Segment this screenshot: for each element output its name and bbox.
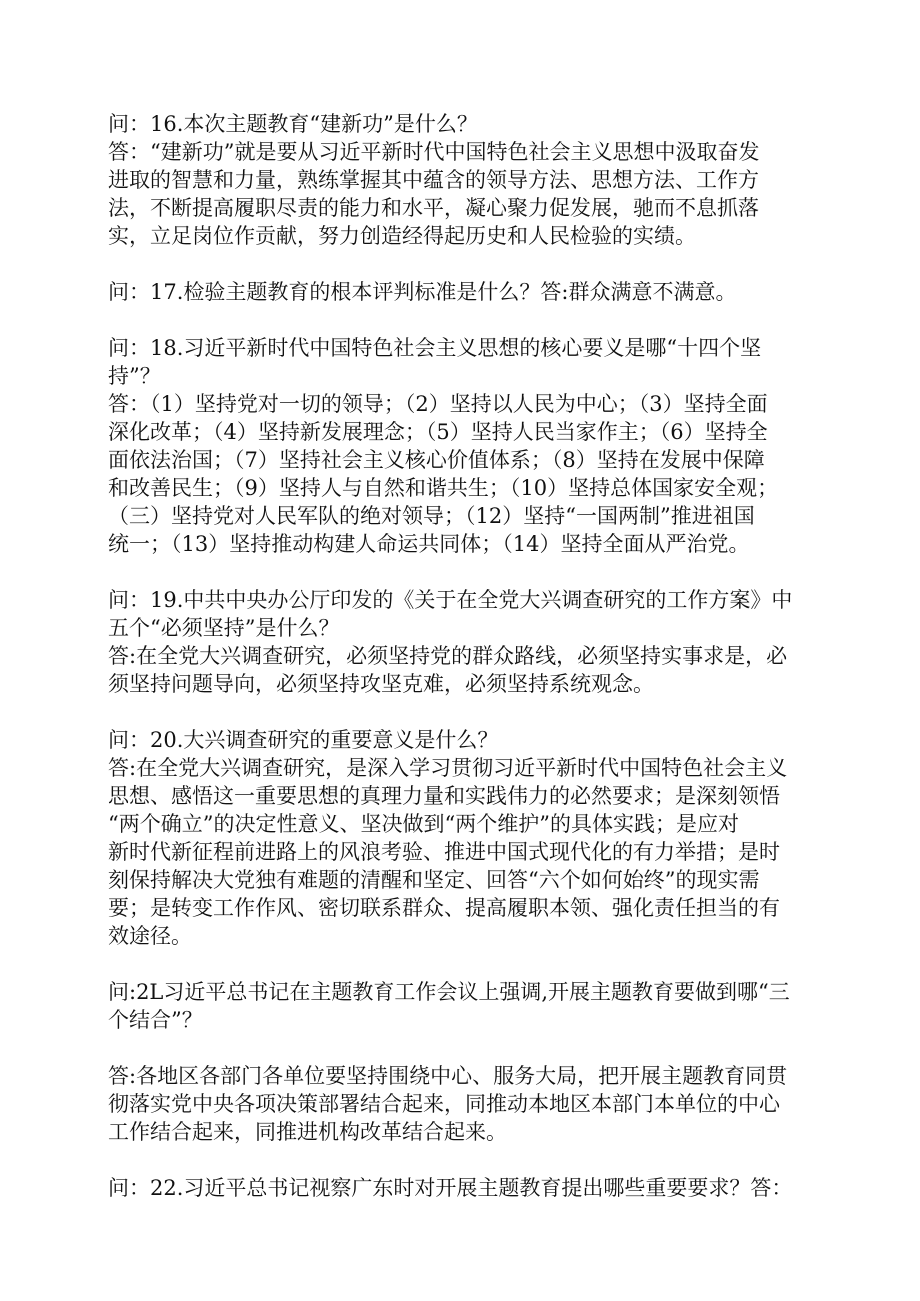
answer-19-line-2: 须坚持问题导向，必须坚持攻坚克难，必须坚持系统观念。: [108, 672, 654, 696]
answer-18-line-4: 和改善民生；（9）坚持人与自然和谐共生；（10）坚持总体国家安全观；: [108, 476, 779, 500]
answer-16-line-2: 进取的智慧和力量，熟练掌握其中蕴含的领导方法、思想方法、工作方: [108, 168, 759, 192]
question-22: 问：22.习近平总书记视察广东时对开展主题教育提出哪些重要要求？答：: [108, 1176, 793, 1200]
answer-18-line-2: 深化改革；（4）坚持新发展理念；（5）坚持人民当家作主；（6）坚持全: [108, 420, 768, 444]
question-21-line-1: 问:2L习近平总书记在主题教育工作会议上强调,开展主题教育要做到哪“三: [108, 980, 790, 1004]
question-18-line-1: 问：18.习近平新时代中国特色社会主义思想的核心要义是哪“十四个坚: [108, 336, 762, 360]
answer-16-line-3: 法，不断提高履职尽责的能力和水平，凝心聚力促发展，驰而不息抓落: [108, 196, 759, 220]
answer-20-line-6: 要；是转变工作作风、密切联系群众、提高履职本领、强化责任担当的有: [108, 896, 780, 920]
question-21-line-2: 个结合”？: [108, 1008, 203, 1032]
question-18-line-2: 持”？: [108, 364, 161, 388]
answer-20-line-2: 思想、感悟这一重要思想的真理力量和实践伟力的必然要求；是深刻领悟: [108, 784, 780, 808]
answer-20-line-5: 刻保持解决大党独有难题的清醒和坚定、回答“六个如何始终”的现实需: [108, 868, 760, 892]
answer-21-line-1: 答:各地区各部门各单位要坚持围绕中心、服务大局，把开展主题教育同贯: [108, 1064, 788, 1088]
answer-18-line-5: （三）坚持党对人民军队的绝对领导；（12）坚持“一国两制”推进祖国: [108, 504, 755, 528]
answer-16-line-4: 实，立足岗位作贡献，努力创造经得起历史和人民检验的实绩。: [108, 224, 696, 248]
answer-20-line-7: 效途径。: [108, 924, 192, 948]
answer-20-line-3: “两个确立”的决定性意义、坚决做到“两个维护”的具体实践；是应对: [108, 812, 739, 836]
answer-18-line-6: 统一；（13）坚持推动构建人命运共同体；（14）坚持全面从严治党。: [108, 532, 750, 556]
question-20: 问：20.大兴调查研究的重要意义是什么？: [108, 728, 499, 752]
question-17: 问：17.检验主题教育的根本评判标准是什么？答:群众满意不满意。: [108, 280, 737, 304]
question-16: 问：16.本次主题教育“建新功”是什么？: [108, 112, 478, 136]
answer-21-line-2: 彻落实党中央各项决策部署结合起来，同推动本地区本部门本单位的中心: [108, 1092, 780, 1116]
answer-20-line-1: 答:在全党大兴调查研究，是深入学习贯彻习近平新时代中国特色社会主义: [108, 756, 788, 780]
question-19-line-2: 五个“必须坚持”是什么？: [108, 616, 340, 640]
answer-18-line-1: 答：（1）坚持党对一切的领导；（2）坚持以人民为中心；（3）坚持全面: [108, 392, 768, 416]
answer-20-line-4: 新时代新征程前进路上的风浪考验、推进中国式现代化的有力举措；是时: [108, 840, 780, 864]
answer-21-line-3: 工作结合起来，同推进机构改革结合起来。: [108, 1120, 507, 1144]
answer-19-line-1: 答:在全党大兴调查研究，必须坚持党的群众路线，必须坚持实事求是，必: [108, 644, 788, 668]
question-19-line-1: 问：19.中共中央办公厅印发的《关于在全党大兴调查研究的工作方案》中: [108, 588, 793, 612]
answer-16-line-1: 答：“建新功”就是要从习近平新时代中国特色社会主义思想中汲取奋发: [108, 140, 760, 164]
answer-18-line-3: 面依法治国；（7）坚持社会主义核心价值体系；（8）坚持在发展中保障: [108, 448, 765, 472]
